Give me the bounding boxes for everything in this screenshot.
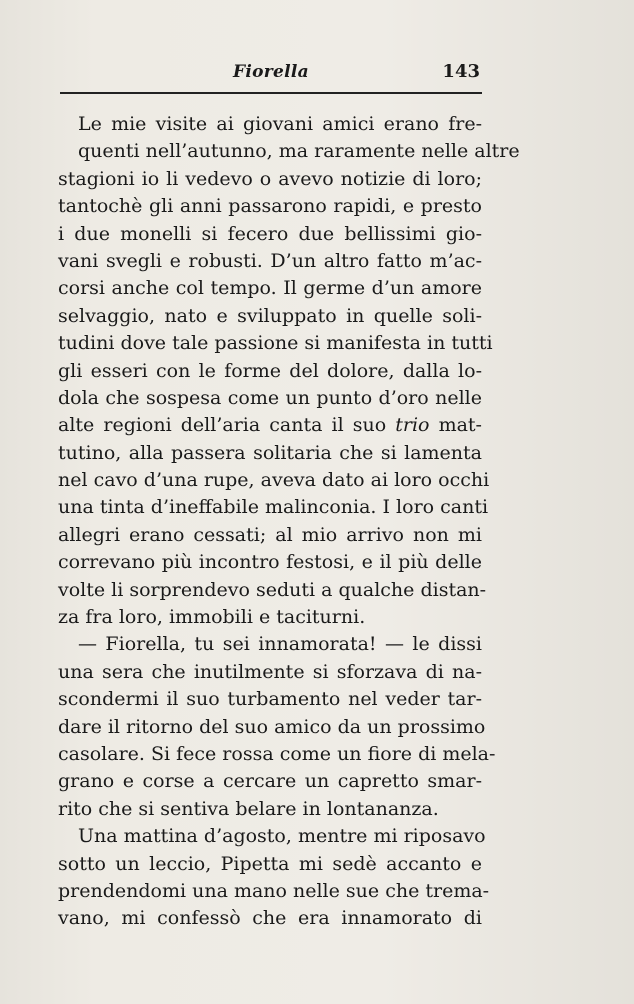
text-line: correvano più incontro festosi, e il più delle (58, 551, 482, 574)
text-line: vano, mi confessò che era innamorato di (58, 907, 482, 930)
italic-word: trio (395, 414, 430, 437)
text-segment: alte regioni dell’aria canta il suo (58, 414, 396, 437)
text-line: stagioni io li vedevo o avevo notizie di loro; (58, 167, 482, 190)
text-line: una tinta d’ineffabile malinconia. I loro canti (58, 496, 489, 519)
text-line: rito che si sentiva belare in lontananza. (58, 797, 439, 820)
text-line: Le mie visite ai giovani amici erano fre- (78, 113, 482, 135)
text-line: tutino, alla passera solitaria che si lamenta (58, 441, 482, 464)
text-line: — Fiorella, tu sei innamorata! — le dissi (78, 633, 482, 656)
text-line: grano e corse a cercare un capretto smar- (58, 770, 482, 793)
text-line: gli esseri con le forme del dolore, dalla lo- (58, 359, 482, 382)
page-number: 143 (442, 61, 480, 82)
text-line: selvaggio, nato e sviluppato in quelle soli- (58, 304, 482, 327)
text-line: casolare. Si fece rossa come un fiore di mela- (58, 742, 496, 765)
text-line: sotto un leccio, Pipetta mi sedè accanto e (58, 852, 482, 875)
text-line: una sera che inutilmente si sforzava di na- (58, 660, 482, 683)
text-line: nel cavo d’una rupe, aveva dato ai loro occhi (58, 469, 490, 492)
text-line: dare il ritorno del suo amico da un prossimo (58, 715, 486, 738)
text-line-with-italic (58, 412, 482, 439)
page-header (60, 60, 482, 90)
text-segment: mat- (429, 414, 482, 437)
text-line: Una mattina d’agosto, mentre mi riposavo (78, 825, 486, 848)
text-line: corsi anche col tempo. Il germe d’un amore (58, 277, 482, 300)
text-line: volte li sorprendevo seduti a qualche distan- (58, 578, 487, 601)
text-line: vani svegli e robusti. D’un altro fatto m’ac- (58, 249, 482, 272)
text-line: allegri erano cessati; al mio arrivo non mi (58, 523, 482, 546)
text-line: dola che sospesa come un punto d’oro nelle (58, 386, 482, 409)
text-line: quenti nell’autunno, ma raramente nelle altre (78, 140, 520, 163)
text-line: scondermi il suo turbamento nel veder tar- (58, 688, 482, 711)
text-line: prendendomi una mano nelle sue che trema- (58, 879, 490, 902)
text-line: za fra loro, immobili e taciturni. (58, 606, 366, 629)
header-rule (60, 92, 482, 94)
text-line: tantochè gli anni passarono rapidi, e presto (58, 195, 482, 218)
text-line: tudini dove tale passione si manifesta in tutti (58, 332, 493, 355)
body-text (58, 111, 520, 933)
running-title: Fiorella (233, 62, 309, 82)
text-line: i due monelli si fecero due bellissimi gio- (58, 222, 482, 245)
